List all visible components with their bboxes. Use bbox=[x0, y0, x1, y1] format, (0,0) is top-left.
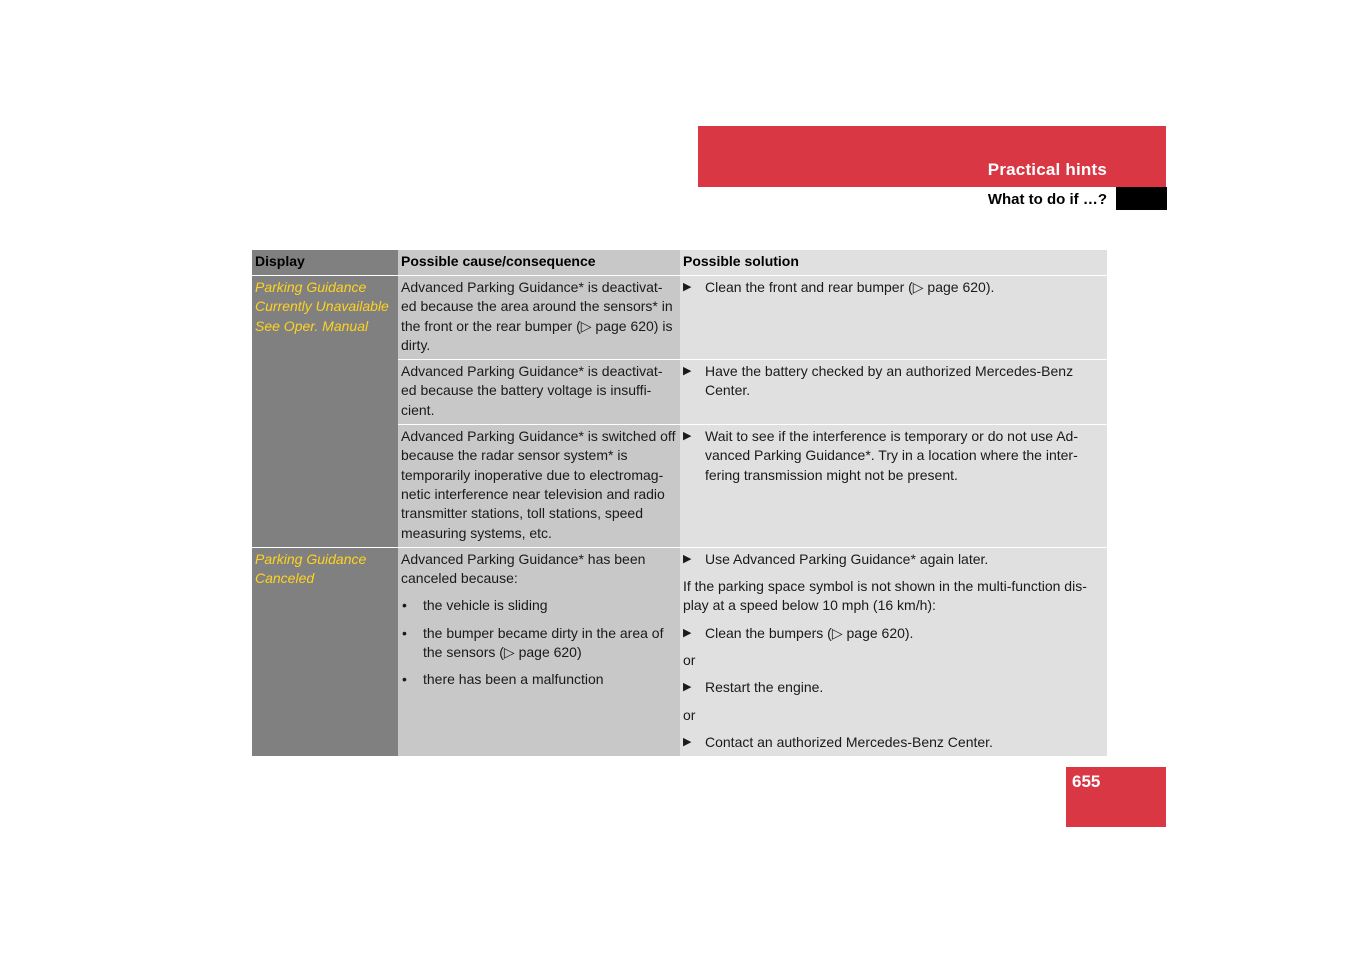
solution-note: If the parking space symbol is not shown in the multi-function dis-play at a speed below 10 mph (16 km/h): bbox=[683, 578, 1087, 614]
cause-text: Advanced Parking Guidance* is deactivat-ed because the area around the sensors* in the front or the rear bumper (▷ page 620) is dirty. bbox=[398, 276, 680, 360]
arrow-icon: ▶ bbox=[683, 681, 692, 694]
table-row bbox=[252, 547, 1107, 756]
solution-cell bbox=[680, 360, 1107, 425]
arrow-icon: ▶ bbox=[683, 626, 692, 639]
solution-step: ▶ Wait to see if the interference is temporary or do not use Ad-vanced Parking Guidance*. Try in a location where the inter-fering transmission might not be present. bbox=[683, 428, 1078, 483]
page-number-box bbox=[1066, 767, 1166, 827]
arrow-icon: ▶ bbox=[683, 365, 692, 378]
cause-text: Advanced Parking Guidance* is switched off because the radar sensor system* is temporarily inoperative due to electromag-netic interference near television and radio transmitter stations, toll stations, speed measuring systems, etc. bbox=[398, 425, 680, 548]
list-item: • there has been a malfunction bbox=[401, 670, 677, 689]
solution-cell bbox=[680, 547, 1107, 756]
solution-step: ▶ Contact an authorized Mercedes-Benz Center. bbox=[683, 733, 1104, 752]
arrow-icon: ▶ bbox=[683, 430, 692, 443]
bullet-icon: • bbox=[402, 671, 407, 688]
solution-step: ▶ Use Advanced Parking Guidance* again later. bbox=[683, 550, 1104, 569]
list-item: • the vehicle is sliding bbox=[401, 596, 677, 615]
solution-step: ▶ Clean the front and rear bumper (▷ page 620). bbox=[683, 278, 1104, 297]
solution-cell bbox=[680, 425, 1107, 548]
header-cause: Possible cause/consequence bbox=[398, 250, 680, 276]
cause-intro: Advanced Parking Guidance* has been canceled because: bbox=[401, 550, 646, 587]
subsection-title: What to do if …? bbox=[987, 191, 1107, 208]
solution-step: ▶ Clean the bumpers (▷ page 620). bbox=[683, 624, 1104, 643]
table-row bbox=[252, 276, 1107, 360]
header-display: Display bbox=[252, 250, 398, 276]
section-title: Practical hints bbox=[987, 160, 1107, 179]
arrow-icon: ▶ bbox=[683, 281, 692, 293]
arrow-icon: ▶ bbox=[683, 552, 692, 565]
display-message-unavailable: Parking Guidance Currently Unavailable See Oper. Manual bbox=[252, 276, 398, 548]
troubleshooting-table bbox=[252, 250, 1107, 756]
or-separator: or bbox=[683, 652, 696, 669]
cause-cell bbox=[398, 547, 680, 756]
header-solution: Possible solution bbox=[680, 250, 1107, 276]
solution-step: ▶ Have the battery checked by an authorized Mercedes-Benz Center. bbox=[683, 363, 1074, 399]
table-header-row bbox=[252, 250, 1107, 276]
display-message-canceled: Parking Guidance Canceled bbox=[252, 547, 398, 756]
bullet-icon: • bbox=[402, 624, 407, 641]
section-tab-marker bbox=[1116, 187, 1167, 210]
arrow-icon: ▶ bbox=[683, 735, 692, 748]
or-separator: or bbox=[683, 706, 696, 723]
solution-cell bbox=[680, 276, 1107, 360]
solution-step: ▶ Restart the engine. bbox=[683, 678, 1104, 697]
cause-text: Advanced Parking Guidance* is deactivat-ed because the battery voltage is insuffi-cient. bbox=[398, 360, 680, 425]
list-item: • the bumper became dirty in the area of the sensors (▷ page 620) bbox=[402, 624, 664, 661]
bullet-icon: • bbox=[402, 597, 407, 614]
page-number: 655 bbox=[1072, 772, 1101, 791]
